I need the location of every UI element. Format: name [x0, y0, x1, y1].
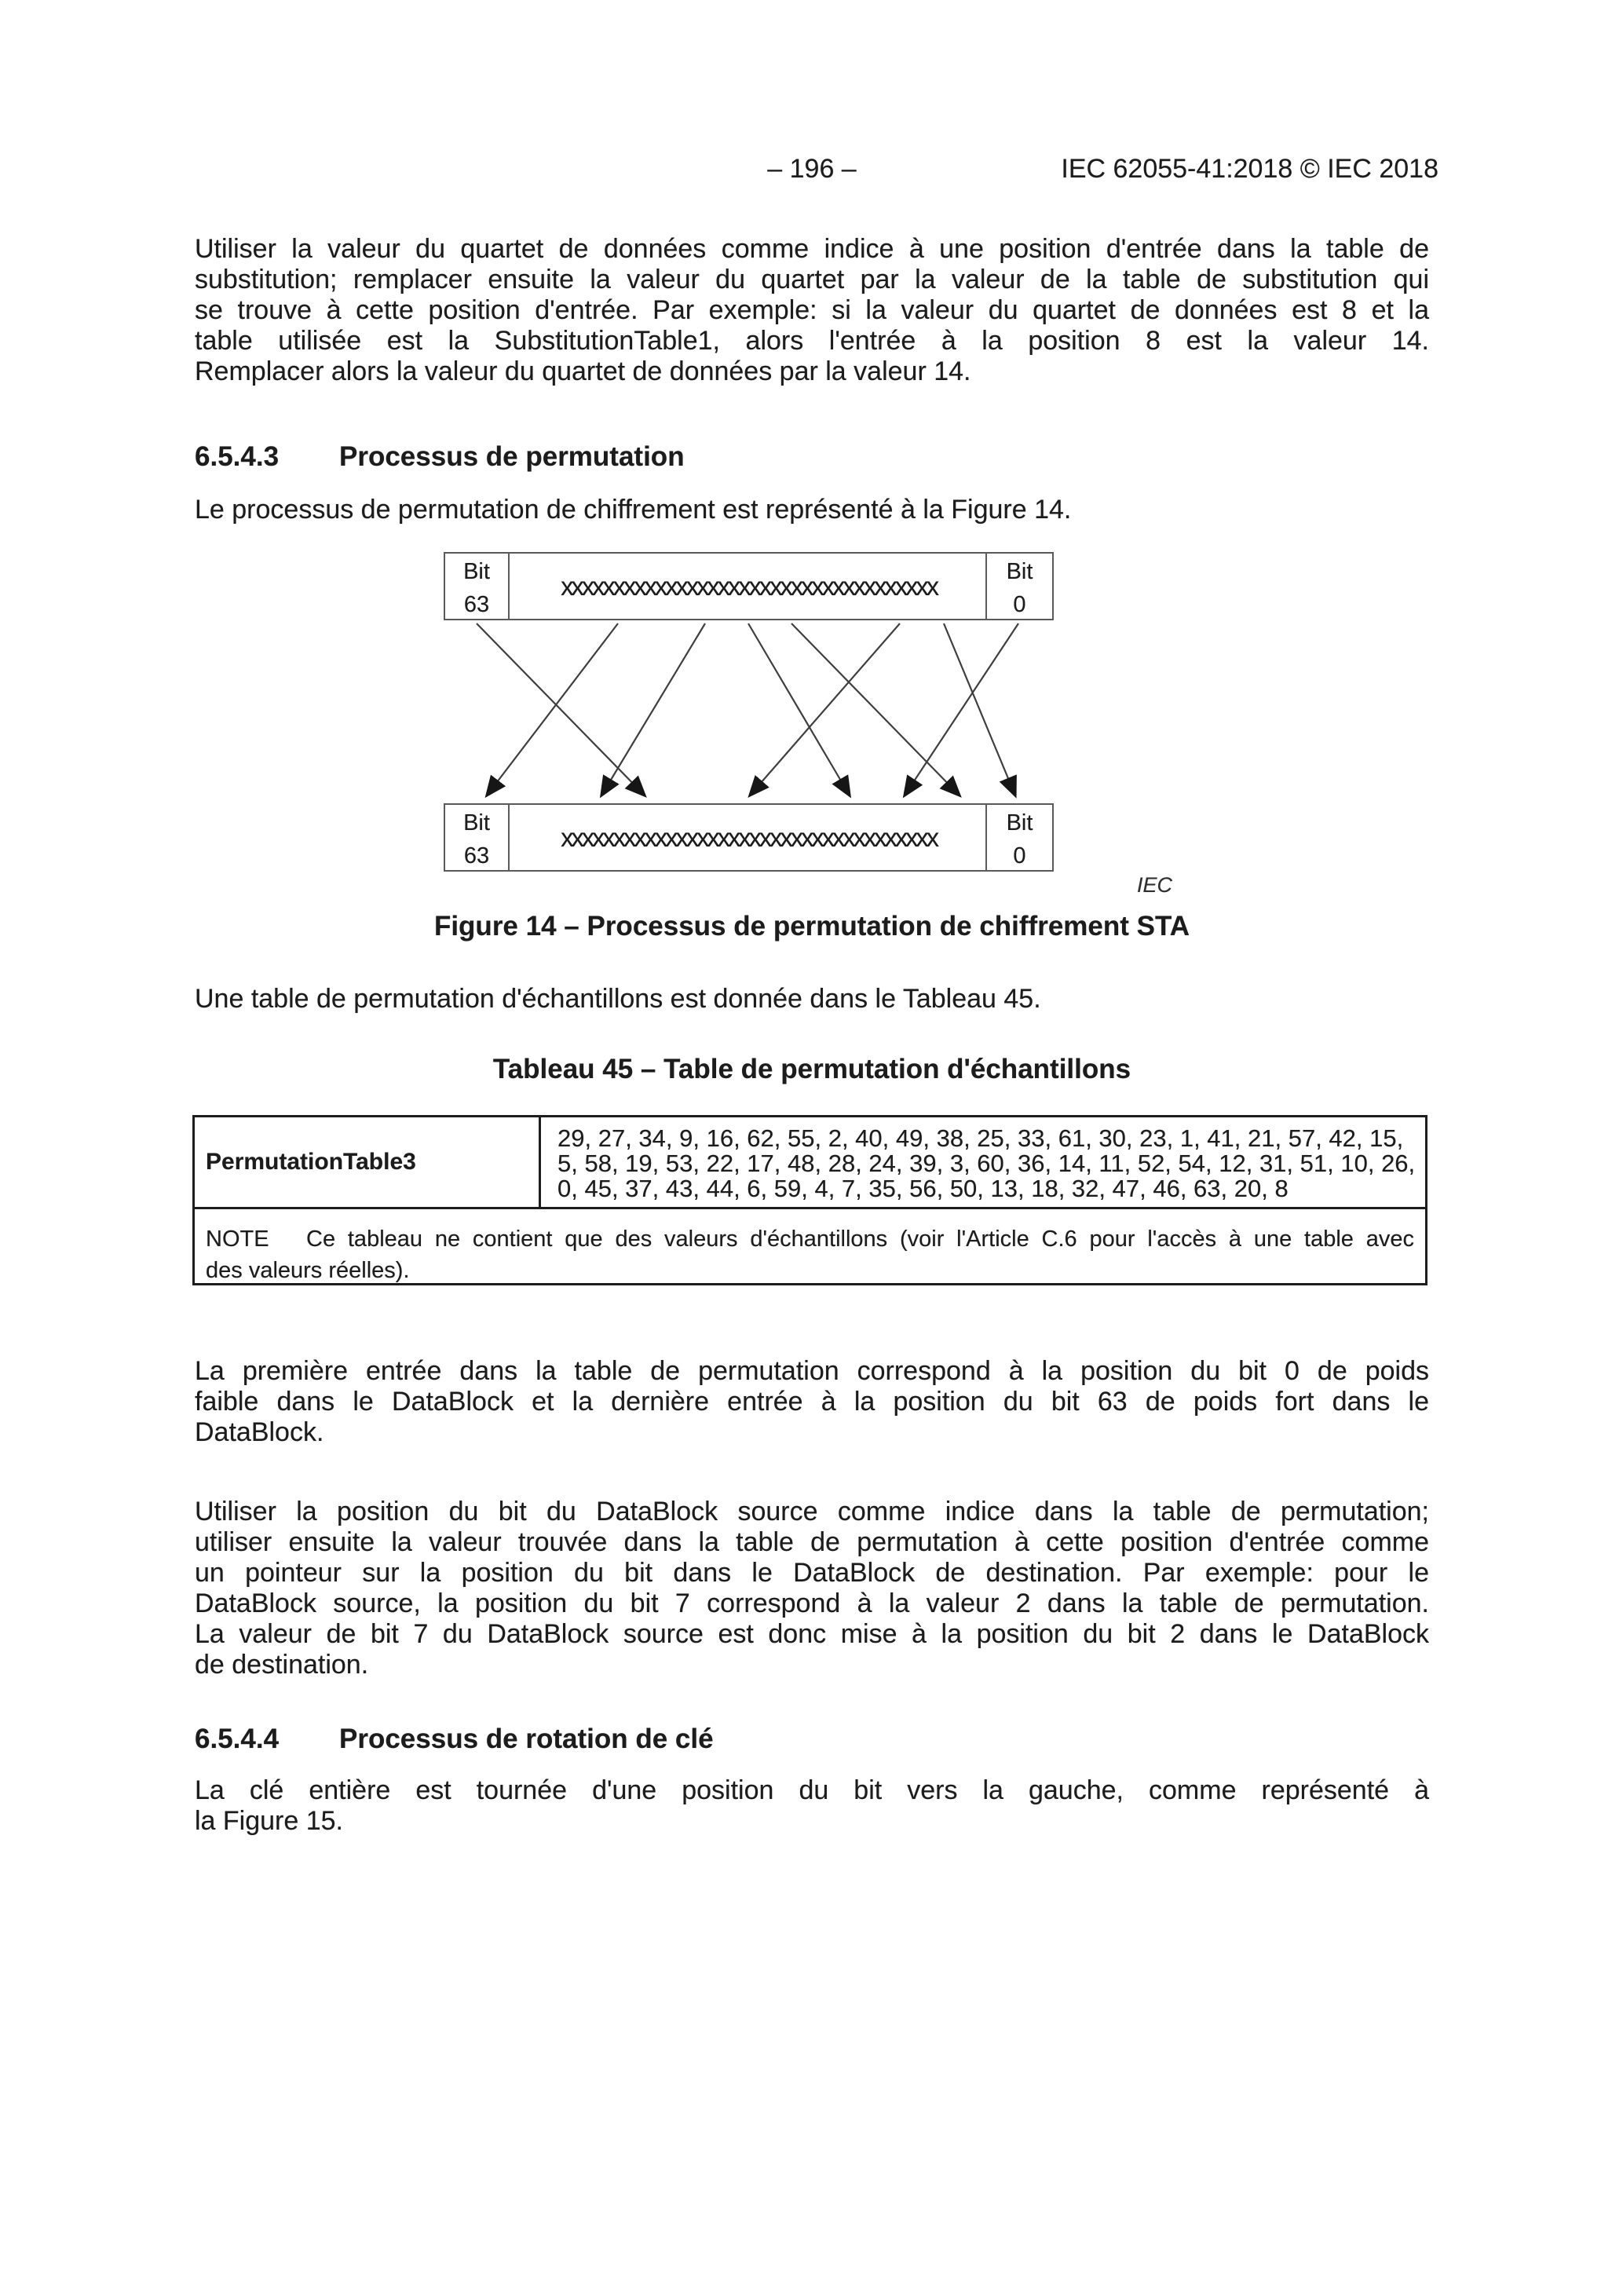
section-number: 6.5.4.3	[195, 441, 280, 472]
doc-reference: IEC 62055-41:2018 © IEC 2018	[1061, 154, 1438, 184]
paragraph-table-intro: Une table de permutation d'échantillons est donnée dans le Tableau 45.	[195, 984, 1041, 1014]
figure14-caption: Figure 14 – Processus de permutation de chiffrement STA	[433, 911, 1190, 941]
permutation-arrow	[487, 623, 618, 795]
bit63-value: 63	[463, 843, 490, 868]
permutation-arrows	[444, 622, 1054, 803]
figure14-source-datablock	[444, 552, 1054, 620]
section-title: Processus de permutation	[339, 441, 685, 472]
dest-bit0-cell	[985, 805, 1052, 870]
paragraph-first-entry: La première entrée dans la table de permutation correspond à la position du bit 0 de poids faible dans le DataBlock et la dernière entrée à la position du bit 63 de poids fort dans le DataBlock.	[195, 1356, 1429, 1447]
permutation-arrow	[905, 623, 1018, 795]
bit-label: Bit	[1006, 559, 1033, 584]
permutation-arrow	[477, 623, 645, 795]
table45-row-label: PermutationTable3	[195, 1117, 541, 1207]
paragraph-figure-intro: Le processus de permutation de chiffrement est représenté à la Figure 14.	[195, 495, 1072, 525]
source-bit0-cell	[985, 554, 1052, 619]
permutation-arrow	[601, 623, 705, 795]
table45-title: Tableau 45 – Table de permutation d'échantillons	[492, 1054, 1131, 1084]
section-heading-6543	[195, 440, 1429, 474]
section-heading-6544	[195, 1722, 1429, 1757]
bit63-value: 63	[463, 592, 490, 617]
bit-label: Bit	[1006, 810, 1033, 835]
source-bits-placeholder: xxxxxxxxxxxxxxxxxxxxxxxxxxxxxxxxxxxx	[561, 572, 937, 601]
section-title: Processus de rotation de clé	[339, 1724, 714, 1754]
figure-credit: IEC	[1137, 873, 1173, 897]
figure14-dest-datablock	[444, 803, 1054, 872]
section-number: 6.5.4.4	[195, 1724, 280, 1754]
bit-label: Bit	[463, 559, 490, 584]
table45	[192, 1115, 1427, 1285]
dest-bit63-cell	[445, 805, 510, 870]
bit0-value: 0	[1013, 843, 1026, 868]
dest-bits-placeholder: xxxxxxxxxxxxxxxxxxxxxxxxxxxxxxxxxxxx	[561, 823, 937, 852]
paragraph-substitution: Utiliser la valeur du quartet de données comme indice à une position d'entrée dans la table de substitution; remplacer ensuite la valeur du quartet par la valeur de la table de substitution qui se trouve à cette position d'entrée. Par exemple: si la valeur du quartet de données est 8 et la table utilisée est la SubstitutionTable1, alors l'entrée à la position 8 est la valeur 14. Remplacer alors la valeur du quartet de données par la valeur 14.	[195, 234, 1429, 386]
table45-data-row	[195, 1117, 1425, 1209]
bit0-value: 0	[1013, 592, 1026, 617]
permutation-arrow	[944, 623, 1015, 795]
page-header	[195, 154, 1438, 188]
table45-row-values: 29, 27, 34, 9, 16, 62, 55, 2, 40, 49, 38, 25, 33, 61, 30, 23, 1, 41, 21, 57, 42, 15, 5, 58, 19, 53, 22, 17, 48, 28, 24, 39, 3, 60, 36, 14, 11, 52, 54, 12, 31, 51, 10, 26, 0, 45, 37, 43, 44, 6, 59, 4, 7, 35, 56, 50, 13, 18, 32, 47, 46, 63, 20, 8	[557, 1124, 1416, 1202]
permutation-arrow	[750, 623, 900, 795]
bit-label: Bit	[463, 810, 490, 835]
table45-note: NOTE Ce tableau ne contient que des valeurs d'échantillons (voir l'Article C.6 pour l'accès à une table avec des valeurs réelles).	[206, 1227, 1414, 1283]
permutation-arrow	[748, 623, 850, 795]
paragraph-bit-usage: Utiliser la position du bit du DataBlock source comme indice dans la table de permutation; utiliser ensuite la valeur trouvée dans la table de permutation à cette position d'entrée comme un pointeur sur la position du bit dans le DataBlock de destination. Par exemple: pour le DataBlock source, la position du bit 7 correspond à la valeur 2 dans la table de permutation. La valeur de bit 7 du DataBlock source est donc mise à la position du bit 2 dans le DataBlock de destination.	[195, 1497, 1429, 1680]
source-bit63-cell	[445, 554, 510, 619]
permutation-arrow	[791, 623, 960, 795]
paragraph-key-rotation: La clé entière est tournée d'une position du bit vers la gauche, comme représenté à la Figure 15.	[195, 1775, 1429, 1836]
page-number: – 196 –	[767, 154, 857, 184]
